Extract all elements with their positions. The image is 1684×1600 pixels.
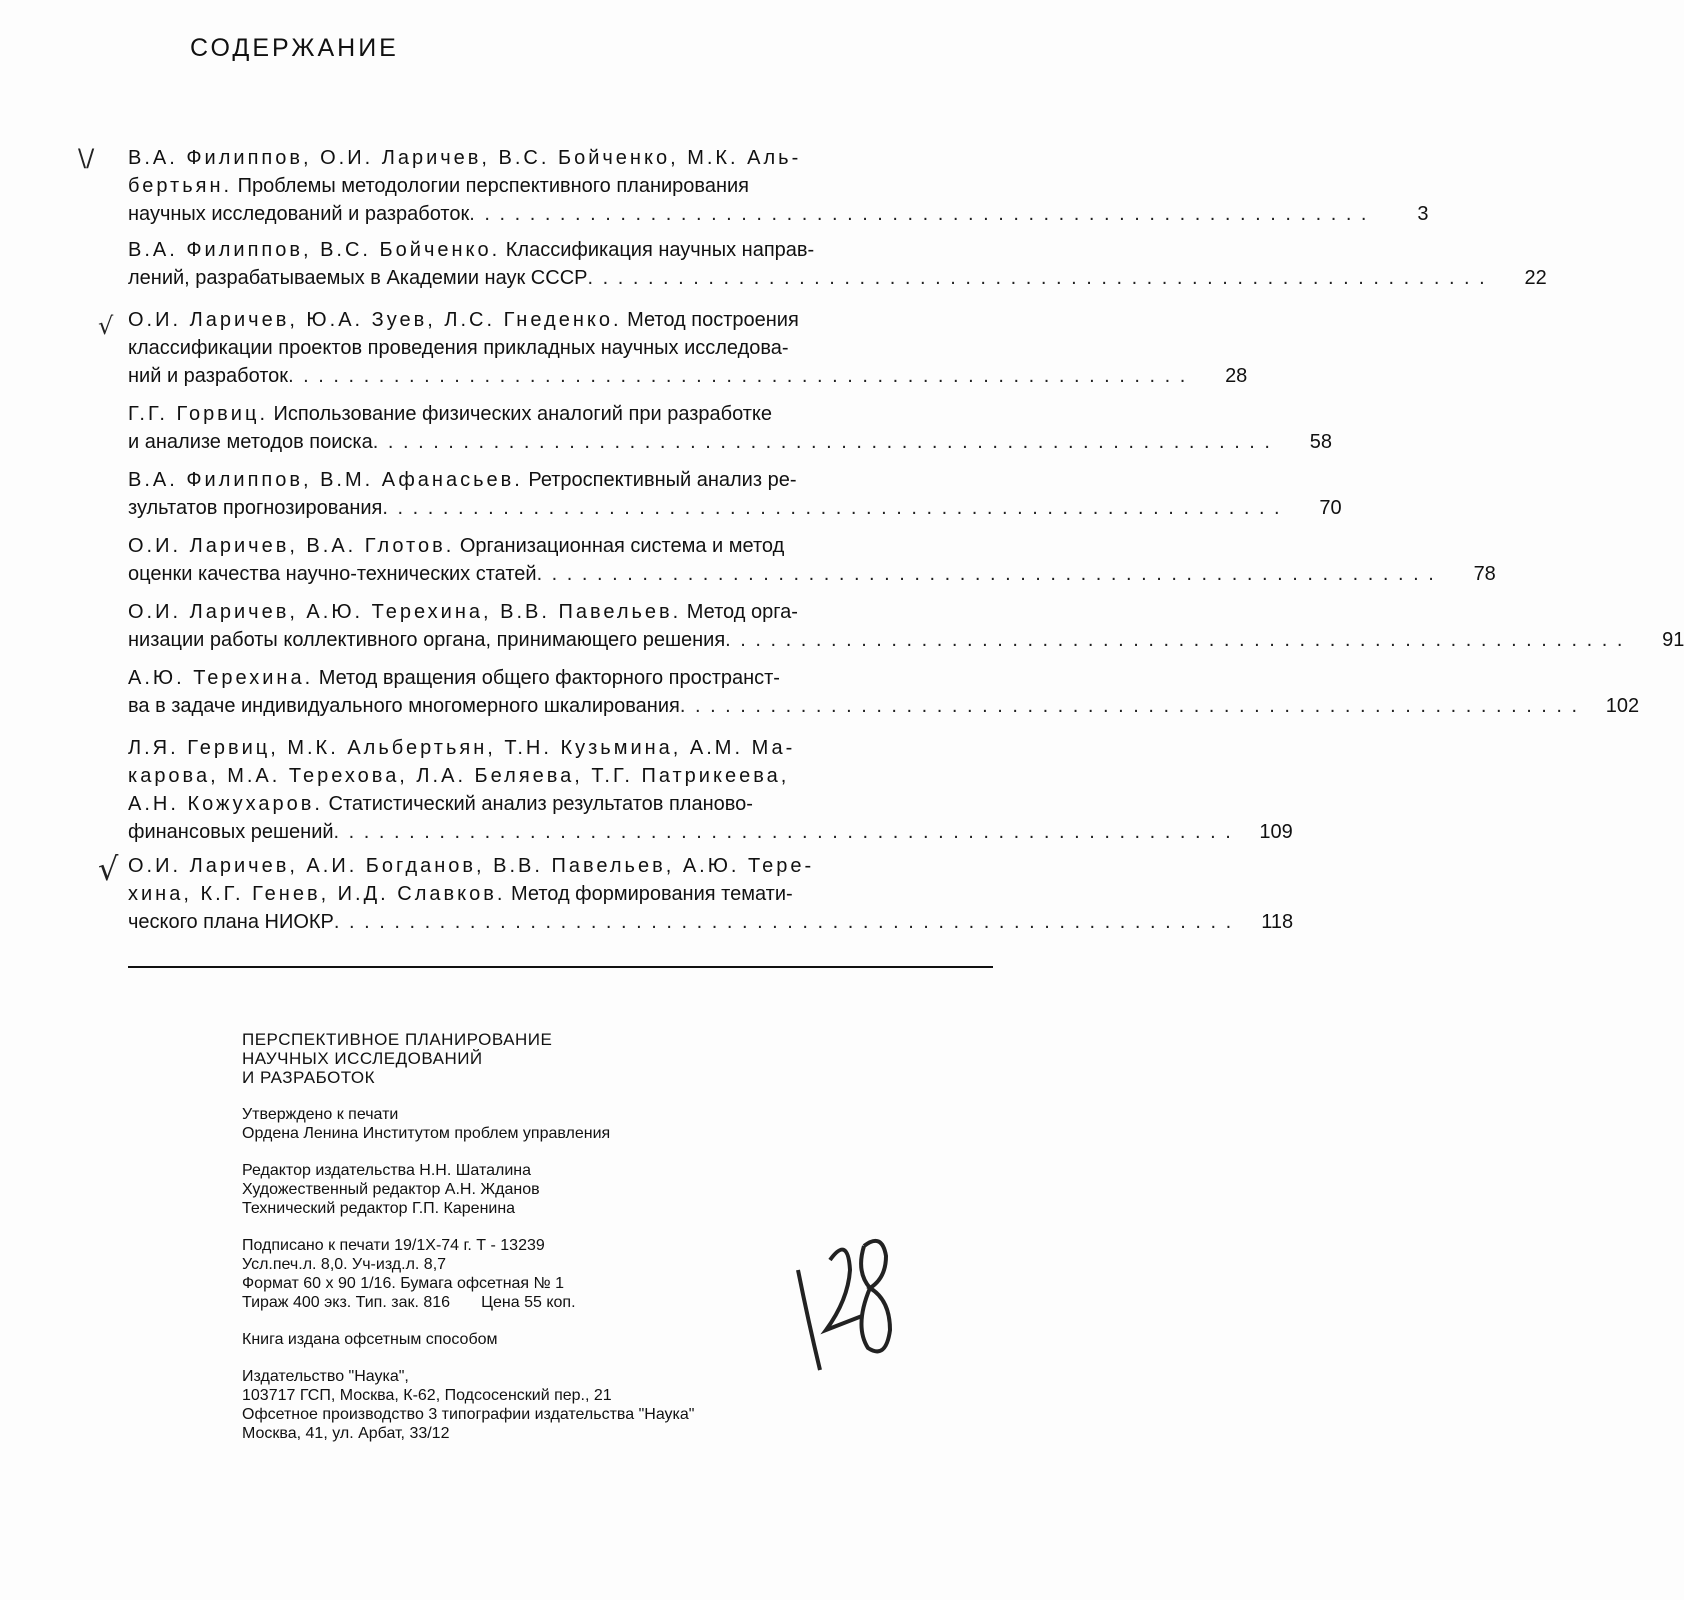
toc-line <box>128 172 978 200</box>
toc-title: финансовых решений <box>128 821 334 843</box>
toc-line <box>128 762 978 790</box>
toc-entry <box>128 664 1640 720</box>
imprint-line: Усл.печ.л. 8,0. Уч-изд.л. 8,7 <box>242 1256 447 1273</box>
check-mark-1: \/ <box>78 144 95 172</box>
dot-leader <box>469 200 1368 228</box>
imprint-line: Утверждено к печати <box>242 1106 399 1123</box>
toc-title: Метод орга- <box>681 601 798 623</box>
toc-page-number: 109 <box>1259 821 1293 843</box>
toc-title: низации работы коллективного органа, принимающего решения <box>128 629 726 651</box>
imprint-line: Тираж 400 экз. Тип. зак. 816 Цена 55 коп. <box>242 1294 576 1311</box>
toc-entry <box>128 466 1342 522</box>
imprint-approved <box>242 1105 802 1143</box>
toc-line <box>128 664 978 692</box>
toc-authors: О.И. Ларичев, В.А. Глотов. <box>128 535 455 557</box>
dot-leader <box>587 264 1486 292</box>
check-mark-2: √ <box>98 312 114 340</box>
dot-leader <box>382 494 1281 522</box>
toc-line <box>128 494 1342 522</box>
toc-title: ческого плана НИОКР <box>128 911 334 933</box>
toc-page-number: 22 <box>1524 267 1547 289</box>
imprint-line: Офсетное производство 3 типографии издательства "Наука" <box>242 1406 695 1423</box>
imprint-line: 103717 ГСП, Москва, К-62, Подсосенский пер., 21 <box>242 1387 612 1404</box>
toc-line <box>128 236 978 264</box>
imprint-editors <box>242 1161 802 1218</box>
imprint-line: ПЕРСПЕКТИВНОЕ ПЛАНИРОВАНИЕ <box>242 1030 553 1049</box>
toc-authors: В.А. Филиппов, В.С. Бойченко. <box>128 239 501 261</box>
toc-title: Ретроспективный анализ ре- <box>522 469 797 491</box>
toc-line <box>128 362 1248 390</box>
imprint-book-title <box>242 1030 802 1087</box>
toc-entry <box>128 598 1684 654</box>
toc-title: Проблемы методологии перспективного планирования <box>232 175 749 197</box>
dot-leader <box>725 626 1624 654</box>
toc-authors: О.И. Ларичев, Ю.А. Зуев, Л.С. Гнеденко. <box>128 309 622 331</box>
toc-page-number: 28 <box>1225 365 1248 387</box>
toc-line <box>128 692 1640 720</box>
toc-entry <box>128 400 1332 456</box>
toc-title: ний и разработок <box>128 365 289 387</box>
toc-line <box>128 400 978 428</box>
imprint-line: Подписано к печати 19/1X-74 г. Т - 13239 <box>242 1237 545 1254</box>
toc-line <box>128 334 978 362</box>
imprint-publisher <box>242 1367 802 1443</box>
toc-title: научных исследований и разработок <box>128 203 470 225</box>
toc-entry <box>128 236 1547 292</box>
toc-line <box>128 428 1332 456</box>
toc-line <box>128 306 978 334</box>
toc-page-number: 70 <box>1319 497 1342 519</box>
toc-line <box>128 466 978 494</box>
toc-title: Метод формирования темати- <box>505 883 793 905</box>
toc-authors: О.И. Ларичев, А.Ю. Терехина, В.В. Павельев. <box>128 601 682 623</box>
toc-title: Метод построения <box>621 309 799 331</box>
dot-leader <box>334 818 1233 846</box>
imprint-line: И РАЗРАБОТОК <box>242 1068 376 1087</box>
dot-leader <box>373 428 1272 456</box>
toc-page-number: 3 <box>1417 203 1429 225</box>
toc-line <box>128 852 978 880</box>
toc-title: Использование физических аналогий при разработке <box>268 403 773 425</box>
toc-title: Классификация научных направ- <box>500 239 815 261</box>
toc-entry <box>128 306 1248 390</box>
toc-authors: хина, К.Г. Генев, И.Д. Славков. <box>128 883 506 905</box>
toc-title: и анализе методов поиска <box>128 431 373 453</box>
dot-leader <box>334 908 1233 936</box>
dot-leader <box>537 560 1436 588</box>
toc-title: Метод вращения общего факторного пространст- <box>313 667 780 689</box>
toc-page-number: 78 <box>1473 563 1496 585</box>
toc-authors: О.И. Ларичев, А.И. Богданов, В.В. Павельев, А.Ю. Тере- <box>128 855 815 877</box>
imprint-line: Технический редактор Г.П. Каренина <box>242 1200 516 1217</box>
toc-line <box>128 598 978 626</box>
toc-line <box>128 790 978 818</box>
toc-line <box>128 734 978 762</box>
toc-title: Статистический анализ результатов планово- <box>322 793 753 815</box>
toc-title: ва в задаче индивидуального многомерного шкалирования <box>128 695 680 717</box>
toc-line <box>128 264 1547 292</box>
toc-title: зультатов прогнозирования <box>128 497 383 519</box>
toc-authors: Г.Г. Горвиц. <box>128 403 268 425</box>
imprint-line: Издательство "Наука", <box>242 1368 409 1385</box>
toc-title: классификации проектов проведения прикладных научных исследова- <box>128 337 789 359</box>
toc-page-number: 102 <box>1605 695 1640 717</box>
toc-authors: Л.Я. Гервиц, М.К. Альбертьян, Т.Н. Кузьмина, А.М. Ма- <box>128 737 796 759</box>
divider <box>128 966 993 968</box>
imprint-line: Художественный редактор А.Н. Жданов <box>242 1181 540 1198</box>
toc-authors: В.А. Филиппов, О.И. Ларичев, В.С. Бойченко, М.К. Аль- <box>128 147 802 169</box>
toc-page-number: 91 <box>1662 629 1684 651</box>
imprint-print-info <box>242 1236 802 1312</box>
toc-line <box>128 200 1429 228</box>
handwritten-page-number <box>790 1230 900 1380</box>
toc-authors: А.Ю. Терехина. <box>128 667 314 689</box>
toc-title: лений, разрабатываемых в Академии наук СССР <box>128 267 588 289</box>
check-mark-3: √ <box>98 850 119 888</box>
imprint-line: Редактор издательства Н.Н. Шаталина <box>242 1162 532 1179</box>
toc-line <box>128 880 978 908</box>
toc-entry <box>128 144 1429 228</box>
toc-line <box>128 532 978 560</box>
toc-entry <box>128 852 1294 936</box>
toc-line <box>128 908 1294 936</box>
toc-line <box>128 560 1496 588</box>
dot-leader <box>680 692 1579 720</box>
imprint-method <box>242 1330 802 1349</box>
imprint-line: Формат 60 х 90 1/16. Бумага офсетная № 1 <box>242 1275 565 1292</box>
toc-title: оценки качества научно-технических статей <box>128 563 537 585</box>
imprint <box>242 1030 802 1461</box>
toc-entry <box>128 532 1496 588</box>
toc-page-number: 118 <box>1261 911 1294 933</box>
toc-authors: бертьян. <box>128 175 233 197</box>
toc-title: Организационная система и метод <box>454 535 785 557</box>
toc-page-number: 58 <box>1309 431 1332 453</box>
toc-authors: карова, М.А. Терехова, Л.А. Беляева, Т.Г. Патрикеева, <box>128 765 790 787</box>
toc-line <box>128 626 1684 654</box>
dot-leader <box>288 362 1187 390</box>
imprint-line: НАУЧНЫХ ИССЛЕДОВАНИЙ <box>242 1049 483 1068</box>
imprint-line: Книга издана офсетным способом <box>242 1331 498 1348</box>
toc-line <box>128 818 1293 846</box>
toc-authors: А.Н. Кожухаров. <box>128 793 323 815</box>
page-title: СОДЕРЖАНИЕ <box>190 34 399 62</box>
toc-entry <box>128 734 1293 846</box>
imprint-line: Ордена Ленина Институтом проблем управления <box>242 1125 611 1142</box>
toc-authors: В.А. Филиппов, В.М. Афанасьев. <box>128 469 523 491</box>
imprint-line: Москва, 41, ул. Арбат, 33/12 <box>242 1425 450 1442</box>
toc-line <box>128 144 978 172</box>
